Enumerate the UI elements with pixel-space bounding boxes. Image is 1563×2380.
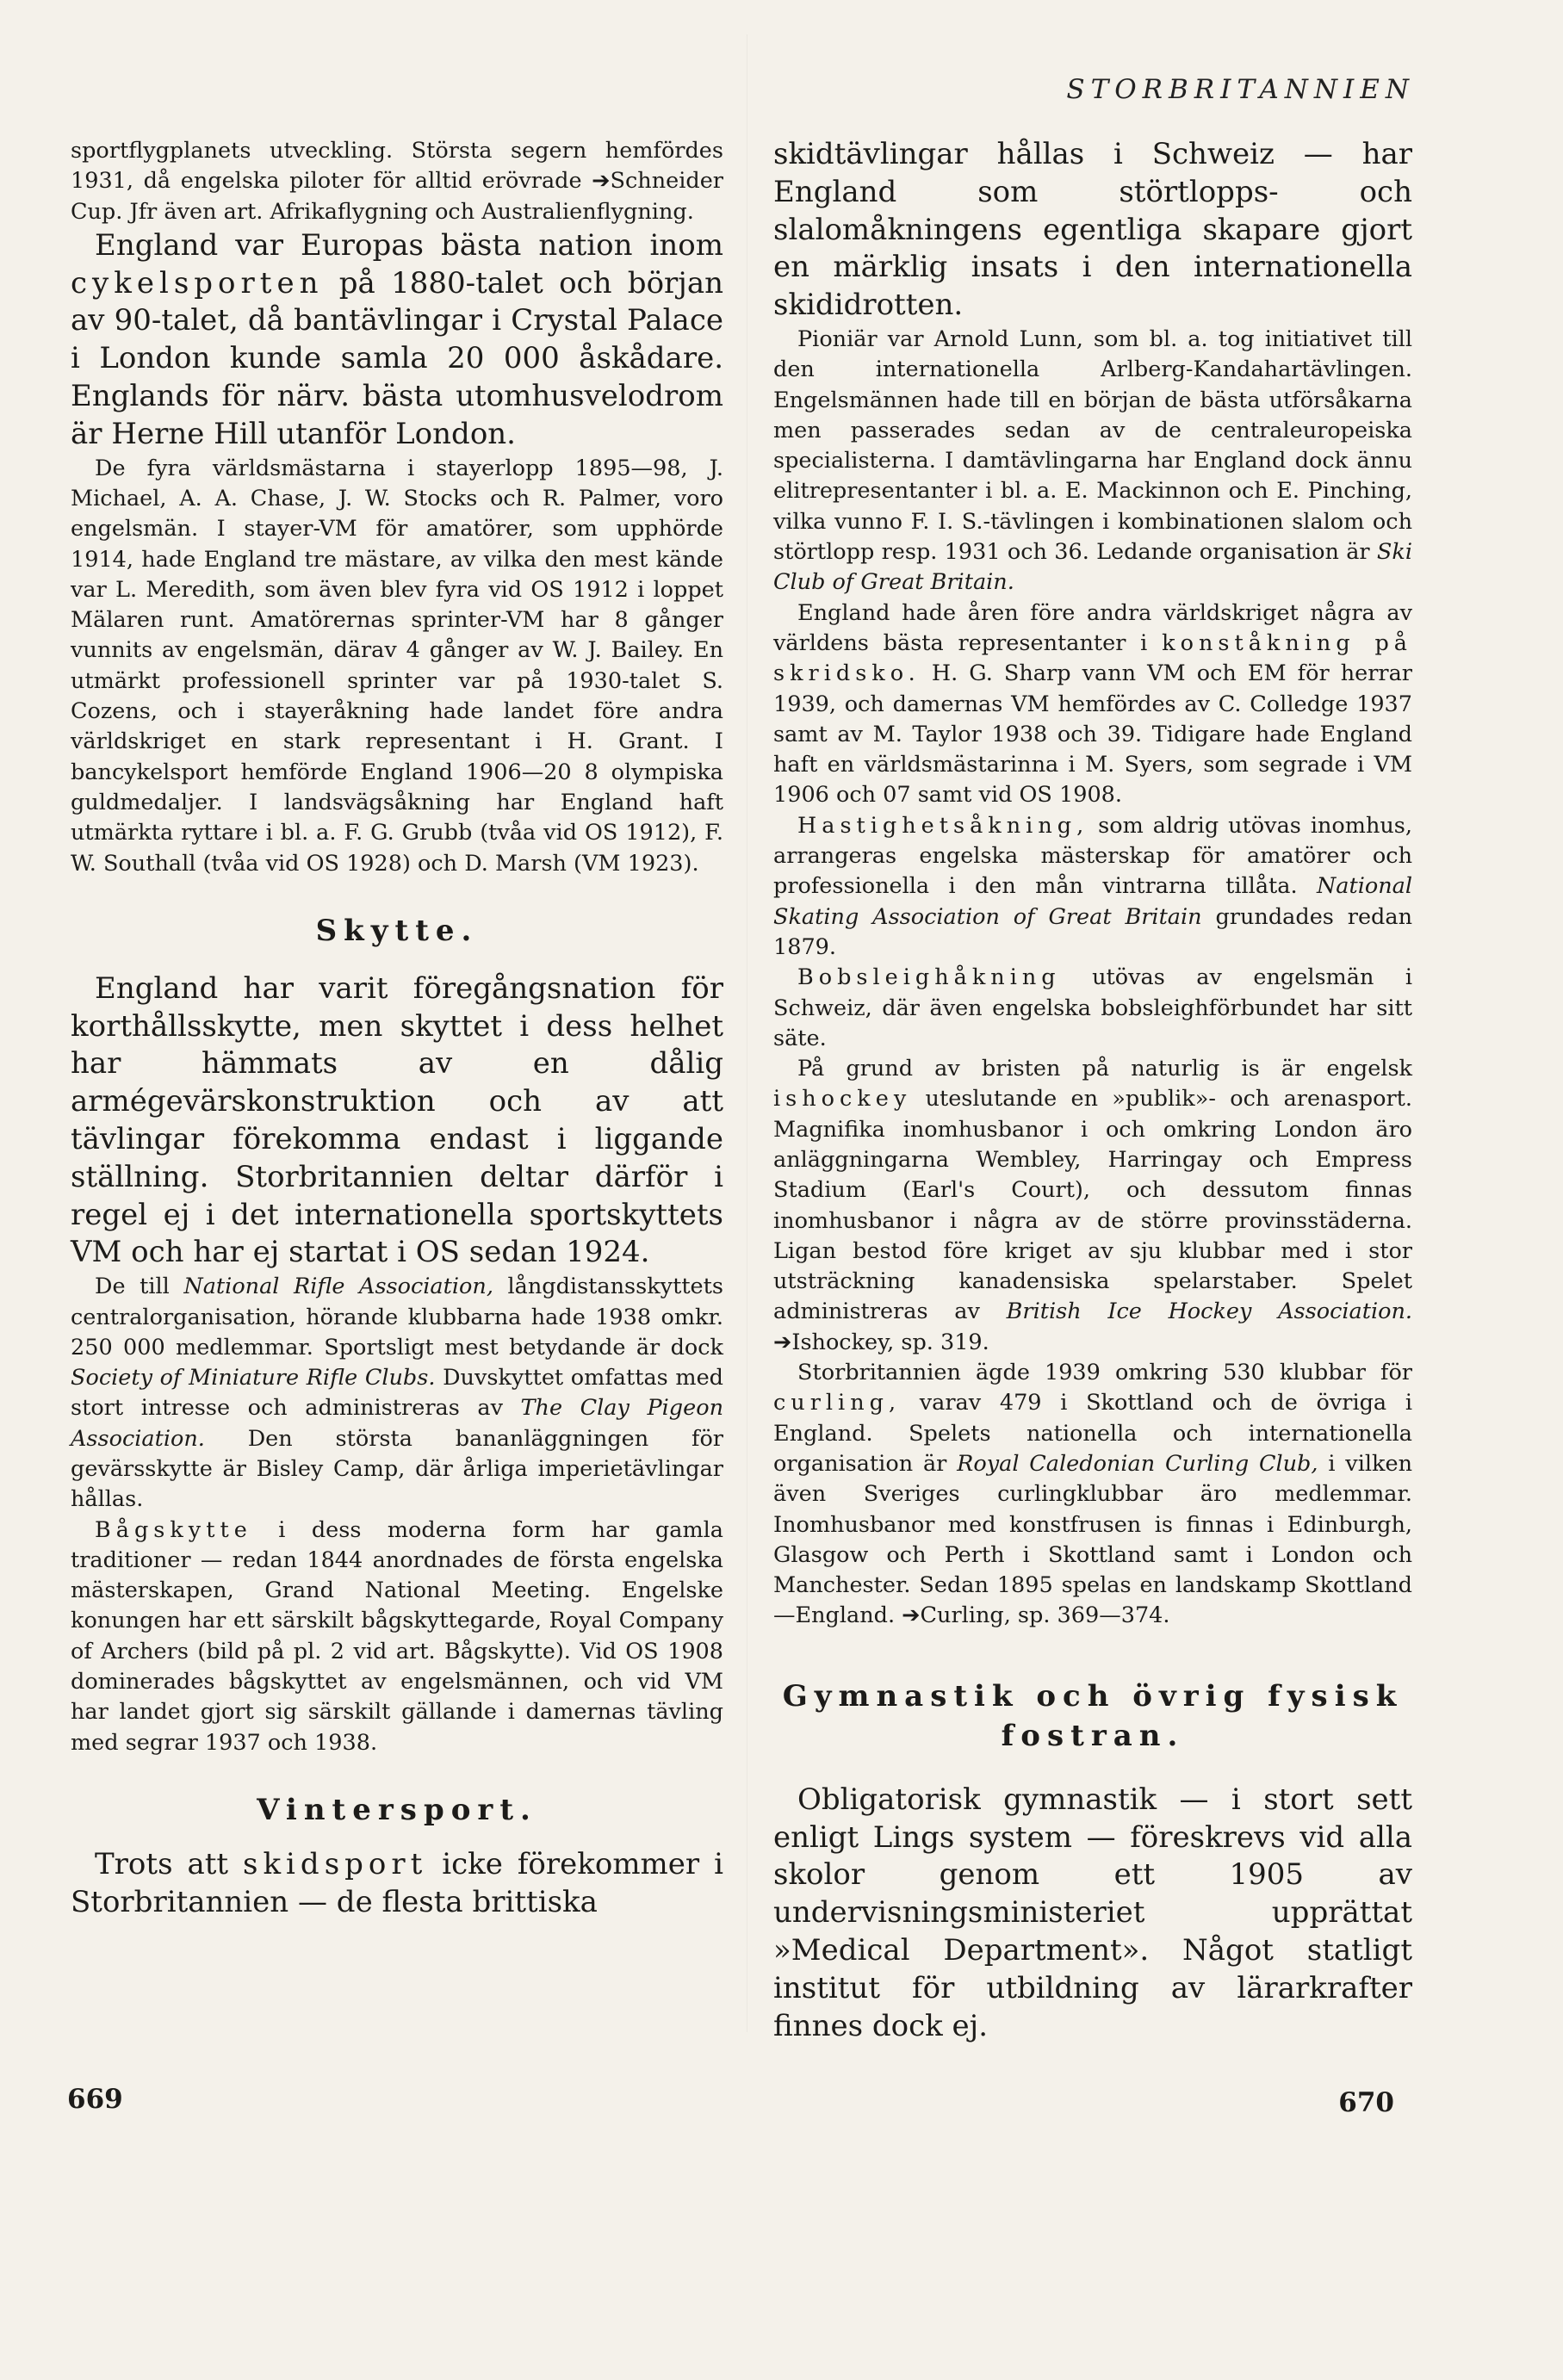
org-ski-club: Ski Club of Great Britain. [773,539,1412,596]
paragraph-ishockey: På grund av bristen på naturlig is är engelsk ishockey uteslutande en »publik»- och arenasport. Magnifika inomhusbanor i och omkring London äro anläggningarna Wembley, Harringay och Empress Stadium (Earl's Court), och dessutom finnas inomhusbanor i några av de större provinsstäderna. Ligan bestod före kriget av sju klubbar med i stor utsträckning kanadensiska spelarstaber. Spelet administreras av British Ice Hockey Association. ➔Ishockey, sp. 319. [773,1056,1412,1355]
paragraph-cykel-details: De fyra världsmästarna i stayerlopp 1895—98, J. Michael, A. A. Chase, J. W. Stocks och R. Palmer, voro engelsmän. I stayer-VM för amatörer, som upphörde 1914, hade England tre mästare, av vilka den mest kände var L. Meredith, som även blev fyra vid OS 1912 i loppet Mälaren runt. Amatörernas sprinter-VM har 8 gånger vunnits av engelsmän, därav 4 gånger av W. J. Bailey. En utmärkt professionell sprinter var på 1930-talet S. Cozens, och i stayeråkning hade landet före andra världskriget en stark representant i H. Grant. I bancykelsport hemförde England 1906—20 8 olympiska guldmedaljer. I landsvägsåkning har England haft utmärkta ryttare i bl. a. F. G. Grubb (tvåa vid OS 1912), F. W. Southall (tvåa vid OS 1928) och D. Marsh (VM 1923). [71,455,723,877]
paragraph-hastighetsakning: Hastighetsåkning, som aldrig utövas inomhus, arrangeras engelska mästerskap för amatörer och professionella i den mån vintrarna tillåta. National Skating Association of Great Britain grundades redan 1879. [773,812,1412,960]
paragraph-lunn: Pioniär var Arnold Lunn, som bl. a. tog initiativet till den internationella Arlberg-Kandahartävlingen. Engelsmännen hade till en början de bästa utförsåkarna men passerades sedan av de centraleuropeiska specialisterna. I damtävlingarna har England dock ännu elitrepresentanter i bl. a. E. Mackinnon och E. Pinching, vilka vunno F. I. S.-tävlingen i kombinationen slalom och störtlopp resp. 1931 och 36. Ledande organisation är Ski Club of Great Britain. [773,325,1412,596]
page-number-right: 670 [1338,2087,1394,2118]
heading-gymnastik: Gymnastik och övrig fysisk fostran. [782,1678,1404,1753]
heading-vintersport: Vintersport. [257,1792,537,1827]
page-number-left: 669 [67,2084,123,2115]
org-nsa: National Skating Association of Great Britain [773,873,1412,930]
spaced-term-bobsleigh: Bobsleighåkning [797,964,1061,991]
running-title: STORBRITANNIEN [1066,74,1415,105]
paragraph-skytte-details: De till National Rifle Association, långdistansskyttets centralorganisation, hörande klubbarna hade 1938 omkr. 250 000 medlemmar. Sportsligt mest betydande är dock Society of Miniature Rifle Clubs. Duvskyttet omfattas med stort intresse och administreras av The Clay Pigeon Association. Den största bananläggningen för gevärsskytte är Bisley Camp, där årliga imperietävlingar hållas. [71,1274,723,1513]
paragraph-bagskytte: Bågskytte i dess moderna form har gamla traditioner — redan 1844 anordnades de första engelska mästerskapen, Grand National Meeting. Engelske konungen har ett särskilt bågskyttegarde, Royal Company of Archers (bild på pl. 2 vid art. Bågskytte). Vid OS 1908 dominerades bågskyttet av engelsmännen, och vid VM har landet gjort sig särskilt gällande i damernas tävling med segrar 1937 och 1938. [71,1516,723,1756]
paragraph-flygning: sportflygplanets utveckling. Största segern hemfördes 1931, då engelska piloter för alltid erövrade ➔Schneider Cup. Jfr även art. Afrikaflygning och Australienflygning. [71,138,723,225]
spaced-term-cykelsporten: cykelsporten [71,265,324,301]
paragraph-bobsleigh: Bobsleighåkning utövas av engelsmän i Schweiz, där även engelska bobsleighförbundet har sitt säte. [773,964,1412,1051]
org-smrc: Society of Miniature Rifle Clubs. [71,1365,436,1391]
spaced-term-curling: curling, [773,1390,902,1416]
spaced-term-hastighetsakning: Hastighetsåkning, [797,812,1089,839]
spaced-term-ishockey: ishockey [773,1086,912,1113]
paragraph-gymnastik: Obligatorisk gymnastik — i stort sett enligt Lings system — föreskrevs vid alla skolor genom ett 1905 av undervisningsministeriet upprättat »Medical Department». Något statligt institut för utbildning av lärarkrafter finnes dock ej. [773,1782,1412,2043]
org-nra: National Rifle Association, [183,1274,493,1300]
paragraph-konstakning: England hade åren före andra världskriget några av världens bästa representanter i konståkning på skridsko. H. G. Sharp vann VM och EM för herrar 1939, och damernas VM hemfördes av C. Colledge 1937 samt av M. Taylor 1938 och 39. Tidigare hade England haft en världsmästarinna i M. Syers, som segrade i VM 1906 och 07 samt vid OS 1908. [773,599,1412,809]
org-cpa: The Clay Pigeon Association. [71,1395,723,1452]
org-biha: British Ice Hockey Association. [1006,1298,1412,1325]
spaced-term-skidsport: skidsport [243,1846,428,1881]
paragraph-skytte: England har varit föregångsnation för korthållsskytte, men skyttet i dess helhet har hämmats av en dålig armégevärskonstruktion och av att tävlingar förekomma endast i liggande ställning. Storbritannien deltar därför i regel ej i det internationella sportskyttets VM och har ej startat i OS sedan 1924. [71,970,723,1270]
paragraph-vintersport: Trots att skidsport icke förekommer i Storbritannien — de flesta brittiska [71,1846,723,1919]
spaced-term-bagskytte: Bågskytte [95,1516,252,1543]
heading-skytte: Skytte. [315,913,479,948]
spaced-term-konstakning: konståkning på skridsko. [773,629,1412,687]
right-column [773,136,1412,2045]
left-column [71,136,723,1922]
paragraph-cykelsport: England var Europas bästa nation inom cykelsporten på 1880-talet och början av 90-talet, då bantävlingar i Crystal Palace i London kunde samla 20 000 åskådare. Englands för närv. bästa utomhusvelodrom är Herne Hill utanför London. [71,227,724,451]
paragraph-curling: Storbritannien ägde 1939 omkring 530 klubbar för curling, varav 479 i Skottland och de övriga i England. Spelets nationella och internationella organisation är Royal Caledonian Curling Club, i vilken även Sveriges curlingklubbar äro medlemmar. Inomhusbanor med konstfrusen is finnas i Edinburgh, Glasgow och Perth i Skottland samt i London och Manchester. Sedan 1895 spelas en landskamp Skottland—England. ➔Curling, sp. 369—374. [773,1360,1412,1629]
paragraph-skidtavlingar: skidtävlingar hållas i Schweiz — har England som störtlopps- och slalomåkningens egentliga skapare gjort en märklig insats i den internationella skididrotten. [773,137,1412,323]
org-rccc: Royal Caledonian Curling Club, [957,1450,1318,1477]
